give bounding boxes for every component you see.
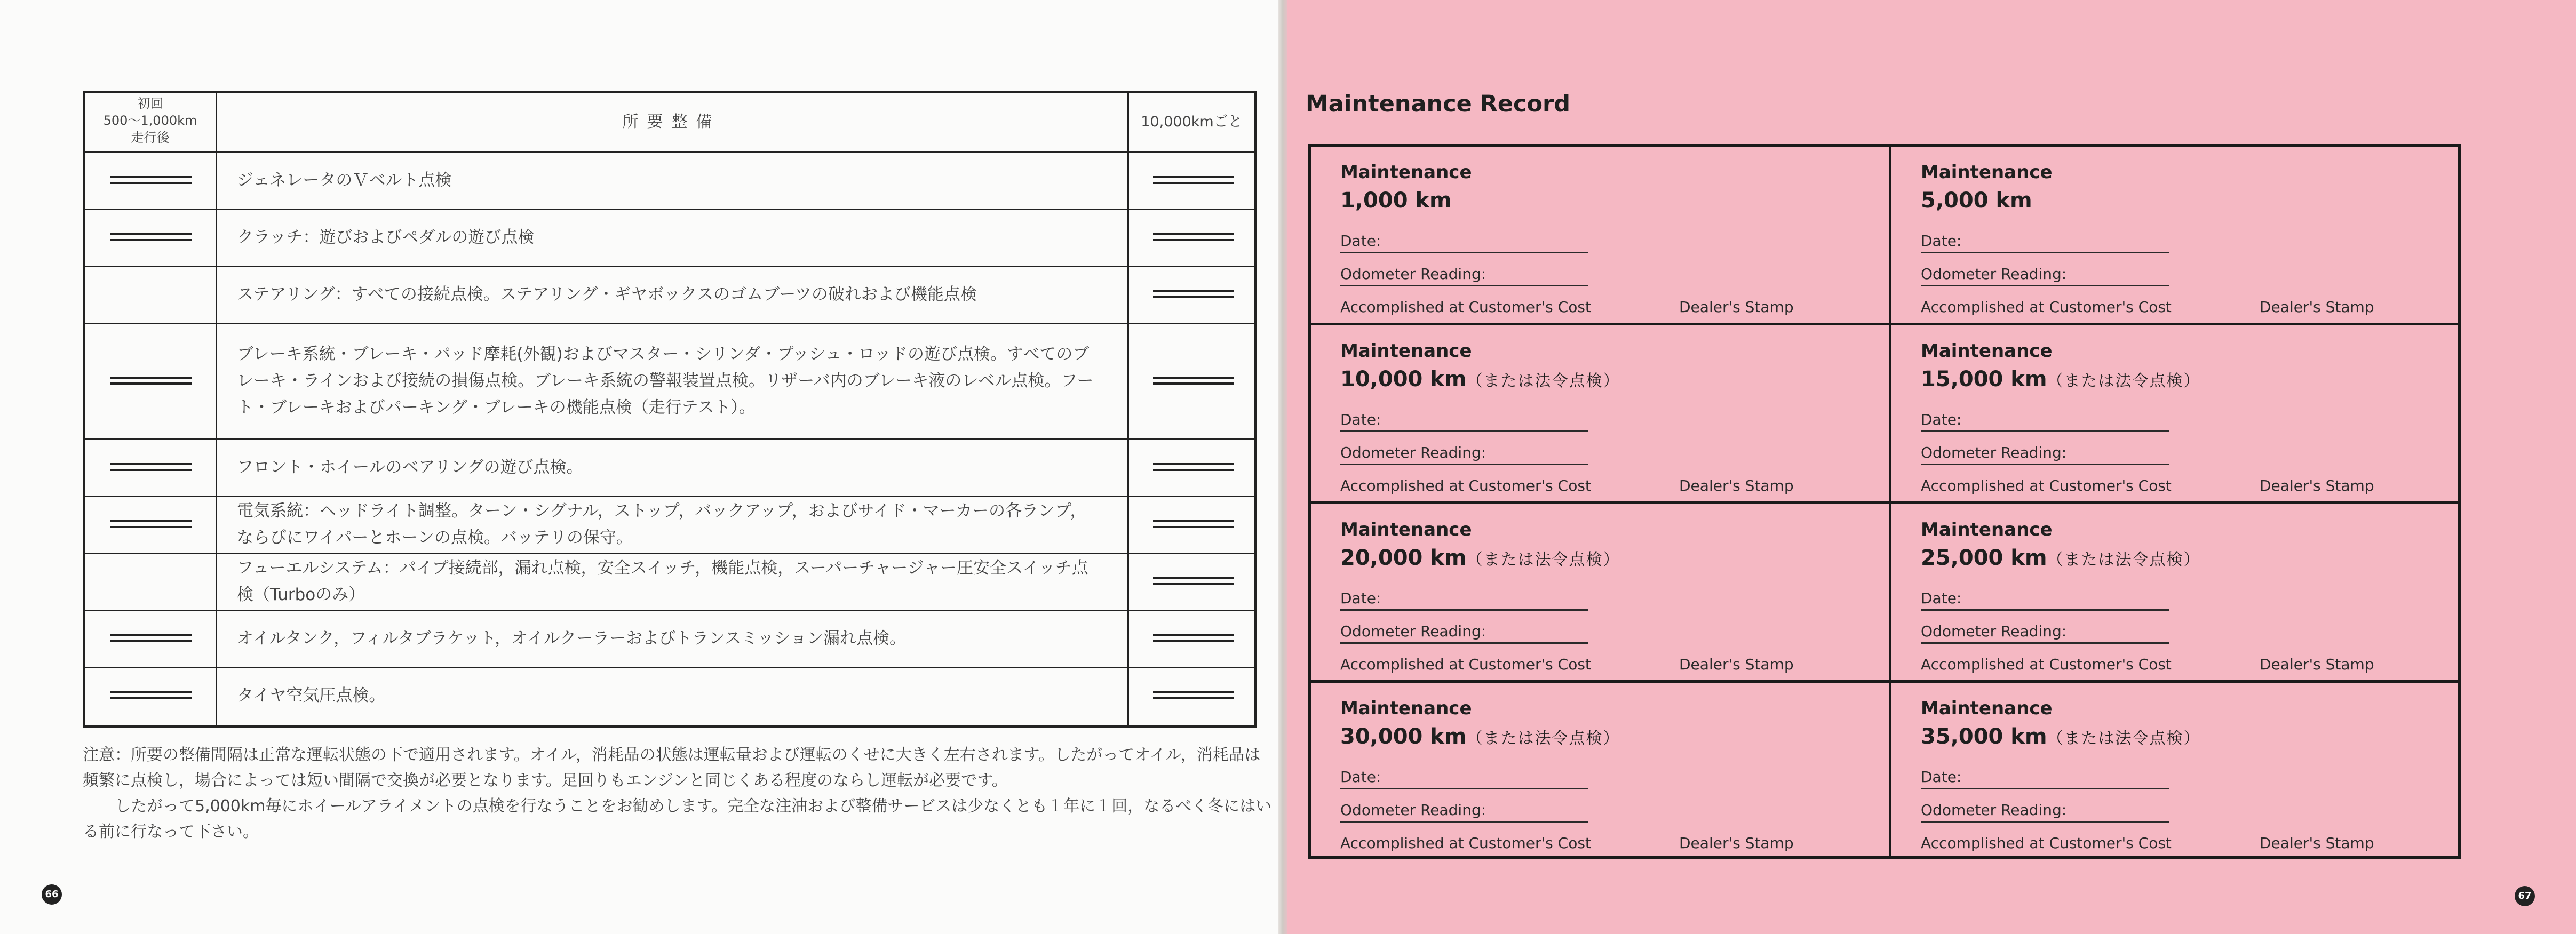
dealer-stamp-label: Dealer's Stamp	[1679, 477, 1794, 494]
table-row	[85, 266, 1254, 324]
interval-km: 1,000 km	[1340, 188, 1452, 213]
first-service-check-mark	[110, 176, 192, 184]
dealer-stamp-label: Dealer's Stamp	[2260, 477, 2374, 494]
maintenance-label: Maintenance	[1921, 162, 2053, 183]
header-first-service-line: 500～1,000km	[103, 113, 197, 128]
maintenance-label: Maintenance	[1340, 162, 1472, 183]
interval-legal-inspection-note: （または法令点検）	[2047, 550, 2201, 569]
interval-km: 35,000 km	[1921, 724, 2047, 749]
interval-km: 25,000 km	[1921, 546, 2047, 570]
accomplished-cost-label: Accomplished at Customer's Cost	[1921, 477, 2172, 494]
date-field[interactable]: Date:	[1921, 768, 2169, 789]
maintenance-record-grid	[1308, 144, 2461, 859]
maintenance-interval	[1340, 367, 1620, 392]
odometer-field[interactable]: Odometer Reading:	[1340, 444, 1588, 465]
accomplished-cost-label: Accomplished at Customer's Cost	[1340, 298, 1591, 316]
maintenance-item-text: ブレーキ系統・ブレーキ・パッド摩耗(外観)およびマスター・シリンダ・プッシュ・ロッドの遊び点検。すべてのブレーキ・ラインおよび接続の損傷点検。ブレーキ系統の警報装置点検。リザーバ内のブレーキ液のレベル点検。フート・ブレーキおよびパーキング・ブレーキの機能点検（走行テスト）。	[237, 344, 1094, 417]
maintenance-item-text: オイルタンク，フィルタブラケット，オイルクーラーおよびトランスミッション漏れ点検。	[237, 628, 906, 648]
maintenance-note	[83, 743, 1273, 845]
header-first-service-line: 初回	[137, 96, 163, 111]
table-row	[85, 438, 1254, 497]
maintenance-item-text: フューエルシステム：パイプ接続部，漏れ点検，安全スイッチ，機能点検，スーパーチャージャー圧安全スイッチ点検（Turboのみ）	[237, 558, 1088, 604]
interval-check-mark	[1153, 233, 1234, 241]
table-row	[85, 667, 1254, 724]
header-every-10000km: 10,000kmごと	[1141, 114, 1243, 130]
maintenance-item-text: クラッチ：遊びおよびペダルの遊び点検	[237, 227, 535, 247]
maintenance-label: Maintenance	[1921, 698, 2053, 719]
date-field[interactable]: Date:	[1340, 411, 1588, 432]
accomplished-cost-label: Accomplished at Customer's Cost	[1340, 477, 1591, 494]
header-required-maintenance: 所要整備	[622, 113, 721, 131]
maintenance-item-text: タイヤ空気圧点検。	[237, 685, 386, 705]
interval-check-mark	[1153, 176, 1234, 184]
table-row	[85, 323, 1254, 440]
first-service-check-mark	[110, 691, 192, 699]
header-first-service	[85, 95, 216, 146]
note-paragraph: 注意：所要の整備間隔は正常な運転状態の下で適用されます。オイル，消耗品の状態は運転量および運転のくせに大きく左右されます。したがってオイル，消耗品は頻繁に点検し，場合によっては短い間隔で交換が必要となります。足回りもエンジンと同じくある程度のならし運転が必要です。	[83, 746, 1261, 790]
maintenance-label: Maintenance	[1921, 519, 2053, 540]
date-field[interactable]: Date:	[1340, 768, 1588, 789]
accomplished-cost-label: Accomplished at Customer's Cost	[1340, 656, 1591, 673]
maintenance-record-cell	[1311, 504, 1885, 680]
date-field[interactable]: Date:	[1921, 411, 2169, 432]
interval-km: 10,000 km	[1340, 367, 1467, 392]
interval-check-mark	[1153, 577, 1234, 585]
dealer-stamp-label: Dealer's Stamp	[2260, 298, 2374, 316]
table-row	[85, 496, 1254, 554]
maintenance-record-cell	[1311, 147, 1885, 323]
maintenance-record-cell	[1891, 683, 2465, 859]
interval-check-mark	[1153, 520, 1234, 528]
odometer-field[interactable]: Odometer Reading:	[1921, 622, 2169, 644]
table-row	[85, 610, 1254, 668]
table-row	[85, 151, 1254, 210]
maintenance-item-text: 電気系統：ヘッドライト調整。ターン・シグナル，ストップ，バックアップ，およびサイド・マーカーの各ランプ，ならびにワイパーとホーンの点検。バッテリの保守。	[237, 501, 1087, 547]
interval-km: 30,000 km	[1340, 724, 1467, 749]
date-field[interactable]: Date:	[1340, 232, 1588, 253]
odometer-field[interactable]: Odometer Reading:	[1921, 265, 2169, 286]
maintenance-label: Maintenance	[1340, 519, 1472, 540]
dealer-stamp-label: Dealer's Stamp	[1679, 656, 1794, 673]
interval-km: 15,000 km	[1921, 367, 2047, 392]
accomplished-cost-label: Accomplished at Customer's Cost	[1340, 834, 1591, 852]
maintenance-record-cell	[1311, 325, 1885, 501]
maintenance-interval	[1340, 546, 1620, 570]
book-gutter	[1278, 0, 1287, 934]
interval-km: 5,000 km	[1921, 188, 2032, 213]
first-service-check-mark	[110, 233, 192, 241]
dealer-stamp-label: Dealer's Stamp	[2260, 656, 2374, 673]
maintenance-record-title: Maintenance Record	[1306, 91, 1571, 117]
header-first-service-line: 走行後	[131, 130, 170, 145]
maintenance-schedule-table	[83, 91, 1257, 728]
odometer-field[interactable]: Odometer Reading:	[1921, 444, 2169, 465]
accomplished-cost-label: Accomplished at Customer's Cost	[1921, 298, 2172, 316]
maintenance-item-text: ステアリング：すべての接続点検。ステアリング・ギヤボックスのゴムブーツの破れおよび機能点検	[237, 284, 977, 304]
dealer-stamp-label: Dealer's Stamp	[2260, 834, 2374, 852]
maintenance-interval	[1340, 724, 1620, 749]
maintenance-item-text: ジェネレータのＶベルト点検	[237, 170, 452, 190]
first-service-check-mark	[110, 634, 192, 642]
interval-check-mark	[1153, 463, 1234, 471]
interval-check-mark	[1153, 290, 1234, 298]
maintenance-interval	[1340, 188, 1452, 213]
interval-legal-inspection-note: （または法令点検）	[1466, 550, 1620, 569]
accomplished-cost-label: Accomplished at Customer's Cost	[1921, 656, 2172, 673]
maintenance-record-cell	[1891, 325, 2465, 501]
interval-legal-inspection-note: （または法令点検）	[1466, 729, 1620, 748]
date-field[interactable]: Date:	[1921, 232, 2169, 253]
odometer-field[interactable]: Odometer Reading:	[1340, 265, 1588, 286]
maintenance-label: Maintenance	[1340, 698, 1472, 719]
first-service-check-mark	[110, 520, 192, 528]
maintenance-record-cell	[1891, 504, 2465, 680]
table-row	[85, 209, 1254, 267]
table-header	[85, 93, 1254, 153]
interval-legal-inspection-note: （または法令点検）	[2047, 372, 2201, 390]
table-row	[85, 553, 1254, 611]
maintenance-interval	[1921, 367, 2201, 392]
first-service-check-mark	[110, 463, 192, 471]
odometer-field[interactable]: Odometer Reading:	[1921, 801, 2169, 823]
note-paragraph: したがって5,000km毎にホイールアライメントの点検を行なうことをお勧めします。完全な注油および整備サービスは少なくとも１年に１回，なるべく冬にはいる前に行なって下さい。	[83, 797, 1272, 841]
interval-legal-inspection-note: （または法令点検）	[2047, 729, 2201, 748]
maintenance-record-cell	[1311, 683, 1885, 859]
maintenance-item-text: フロント・ホイールのベアリングの遊び点検。	[237, 457, 583, 477]
page-number-left: 66	[42, 884, 62, 905]
dealer-stamp-label: Dealer's Stamp	[1679, 298, 1794, 316]
interval-check-mark	[1153, 377, 1234, 385]
interval-km: 20,000 km	[1340, 546, 1467, 570]
first-service-check-mark	[110, 377, 192, 385]
date-field[interactable]: Date:	[1340, 589, 1588, 611]
odometer-field[interactable]: Odometer Reading:	[1340, 622, 1588, 644]
dealer-stamp-label: Dealer's Stamp	[1679, 834, 1794, 852]
page-number-right: 67	[2515, 886, 2535, 906]
maintenance-record-cell	[1891, 147, 2465, 323]
maintenance-label: Maintenance	[1921, 340, 2053, 362]
maintenance-interval	[1921, 188, 2032, 213]
maintenance-label: Maintenance	[1340, 340, 1472, 362]
interval-legal-inspection-note: （または法令点検）	[1466, 372, 1620, 390]
maintenance-interval	[1921, 724, 2201, 749]
accomplished-cost-label: Accomplished at Customer's Cost	[1921, 834, 2172, 852]
interval-check-mark	[1153, 634, 1234, 642]
date-field[interactable]: Date:	[1921, 589, 2169, 611]
maintenance-interval	[1921, 546, 2201, 570]
interval-check-mark	[1153, 691, 1234, 699]
odometer-field[interactable]: Odometer Reading:	[1340, 801, 1588, 823]
left-page	[0, 0, 1278, 934]
